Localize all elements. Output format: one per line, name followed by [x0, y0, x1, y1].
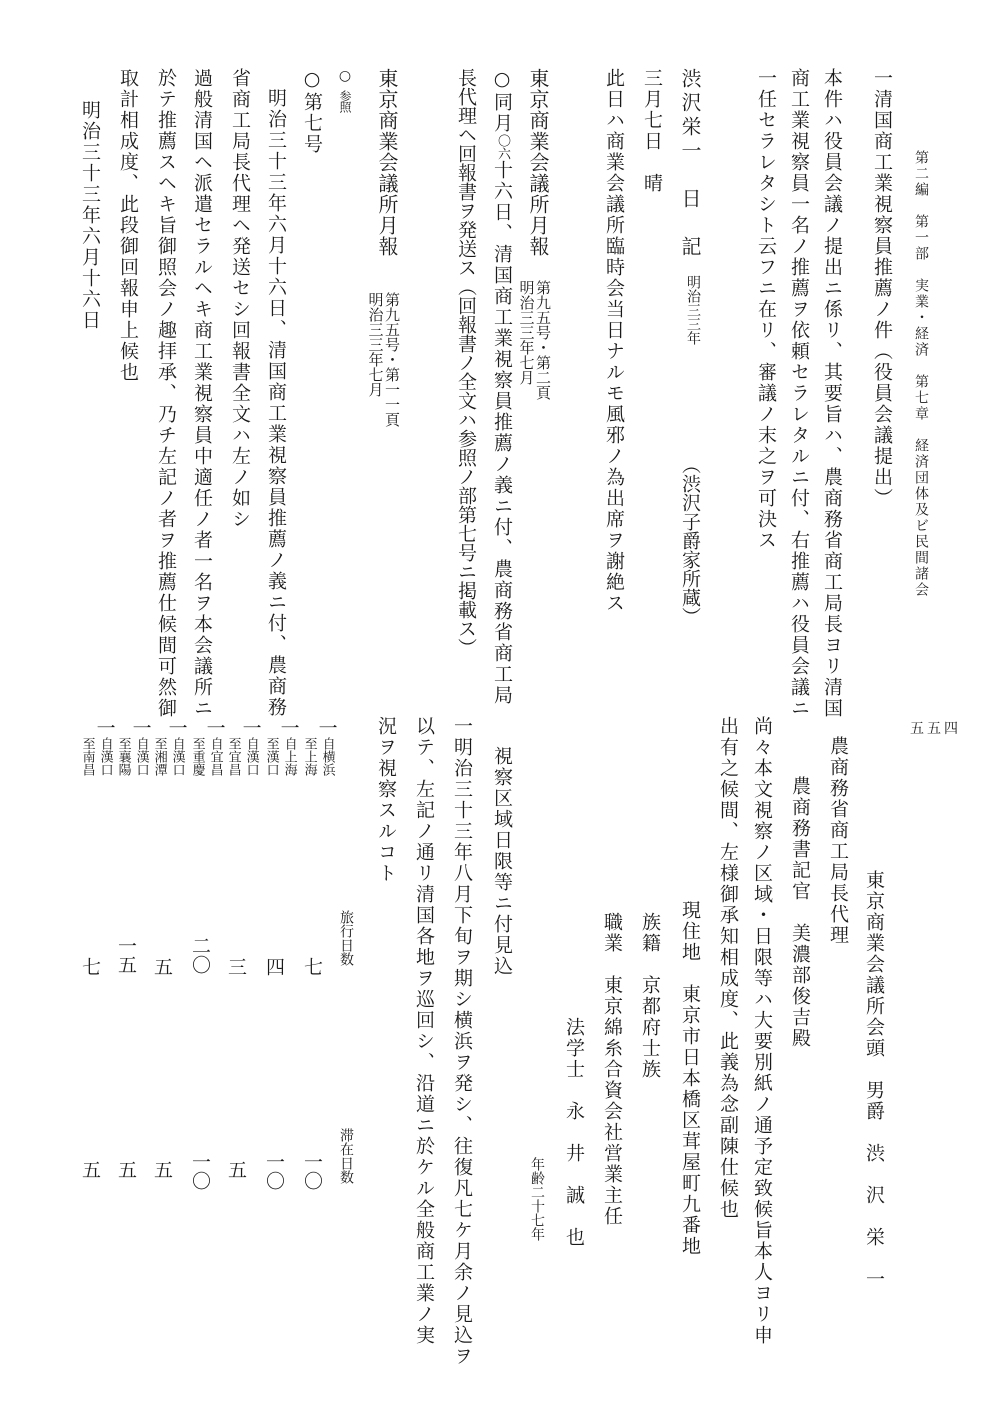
route-bullet: 一: [315, 718, 338, 737]
route-to: 至上海: [301, 737, 317, 776]
route-row-1: [302, 718, 336, 776]
route-from: 自漢口: [133, 737, 149, 776]
stay-days: 一〇: [189, 1152, 211, 1190]
route-row-5: [152, 718, 186, 776]
report1-ref: [518, 280, 551, 400]
person-age: 年齢二十七年: [529, 1157, 545, 1241]
addressee-2: 農商務書記官 美濃部俊吉殿: [789, 776, 811, 1049]
stay-days: 一〇: [301, 1152, 323, 1190]
travel-days: 一五: [115, 936, 137, 974]
route-from: 自横浜: [319, 737, 335, 776]
item-title: 一清国商工業視察員推薦ノ件（役員会議提出）: [871, 68, 893, 509]
route-to: 至湘潭: [151, 737, 167, 776]
travel-days: 七: [79, 957, 101, 976]
report2-ref-issue: 第九五号・第一一頁: [383, 292, 401, 427]
postscript-1: 尚々本文視察ノ区域・日限等ハ大要別紙ノ通予定致候旨本人ヨリ申: [751, 716, 773, 1346]
plan-line-1: 一明治三十三年八月下旬ヲ期シ横浜ヲ発シ、往復凡七ケ月余ノ見込ヲ: [451, 716, 473, 1367]
body-line-3: 一任セラレタシト云フニ在リ、審議ノ末之ヲ可決ス: [755, 68, 777, 551]
route-bullet: 一: [203, 718, 226, 737]
no7-body-1: 明治三十三年六月十六日、清国商工業視察員推薦ノ義ニ付、農商務: [265, 88, 287, 718]
postscript-2: 出有之候間、左様御承知相成度、此義為念副陳仕候也: [717, 716, 739, 1220]
no7-body-5: 取計相成度、此段御回報申上候也: [117, 68, 139, 383]
diary-source: （渋沢子爵家所蔵）: [679, 455, 701, 626]
route-row-7: [80, 718, 114, 776]
route-row-4: [190, 718, 224, 776]
route-bullet: 一: [239, 718, 262, 737]
item2-small: 〇六: [495, 134, 510, 160]
no7-body-4: 於テ推薦スヘキ旨御照会ノ趣拝承、乃チ左記ノ者ヲ推薦仕候間可然御: [155, 68, 177, 719]
residence: 現住地 東京市日本橋区茸屋町九番地: [679, 900, 701, 1257]
col-travel-days: 旅行日数: [338, 910, 354, 966]
occupation: 職業 東京綿糸合資会社営業主任: [601, 912, 623, 1227]
item2-line2: 長代理ヘ回報書ヲ発送ス（回報書ノ全文ハ参照ノ部第七号ニ掲載ス）: [455, 68, 477, 657]
no7-heading: ○第七号: [301, 68, 323, 155]
route-to: 至宜昌: [225, 737, 241, 776]
report2-title: 東京商業会議所月報: [375, 68, 399, 257]
travel-days: 三: [225, 957, 247, 976]
no7-date: 明治三十三年六月十六日: [79, 100, 101, 331]
stay-days: 五: [151, 1160, 173, 1179]
route-bullet: 一: [129, 718, 152, 737]
route-bullet: 一: [277, 718, 300, 737]
route-bullet: 一: [165, 718, 188, 737]
stay-days: 五: [225, 1160, 247, 1179]
report2-ref: [367, 292, 400, 427]
clan: 族籍 京都府士族: [639, 912, 661, 1080]
travel-days: 七: [301, 957, 323, 976]
route-to: 至漢口: [263, 737, 279, 776]
stay-days: 五: [115, 1160, 137, 1179]
report1-ref-date: 明治三三年七月: [517, 280, 536, 385]
diary-year: 明治三三年: [685, 275, 701, 345]
reference-label: 参照: [338, 90, 352, 112]
plan-line-3: 況ヲ視察スルコト: [375, 716, 397, 884]
route-row-6: [116, 718, 150, 776]
no7-body-2: 省商工局長代理ヘ発送セシ回報書全文ハ左ノ如シ: [229, 68, 251, 530]
running-head: 第二編 第一部 実業・経済 第七章 経済団体及ビ民間諸会: [913, 150, 929, 598]
route-from: 自漢口: [169, 737, 185, 776]
route-bullet: 一: [93, 718, 116, 737]
reference-header: [338, 68, 352, 112]
person-name: 法学士 永 井 誠 也: [563, 1017, 585, 1248]
route-row-3: [226, 718, 260, 776]
addressee-1: 農商務省商工局長代理: [827, 736, 849, 946]
route-to: 至襄陽: [115, 737, 131, 776]
report1-title: 東京商業会議所月報: [526, 68, 550, 257]
body-line-1: 本件ハ役員会議ノ提出ニ係リ、其要旨ハ、農商務省商工局長ヨリ清国: [821, 68, 843, 719]
route-row-2: [264, 718, 298, 776]
diary-title: 渋沢栄一 日 記: [678, 68, 702, 260]
stay-days: 一〇: [263, 1152, 285, 1190]
item2-line1: [492, 68, 511, 706]
sender: 東京商業会議所会頭 男爵 渋 沢 栄 一: [863, 870, 885, 1290]
travel-days: 四: [263, 957, 285, 976]
route-from: 自宜昌: [207, 737, 223, 776]
plan-line-2: 以テ、左記ノ通リ清国各地ヲ巡回シ、沿道ニ於ケル全般商工業ノ実: [413, 716, 435, 1346]
page-number: 五五四: [910, 721, 961, 737]
route-to: 至重慶: [189, 737, 205, 776]
body-line-2: 商工業視察員一名ノ推薦ヲ依頼セラレタルニ付、右推薦ハ役員会議ニ: [788, 68, 810, 719]
diary-body: 此日ハ商業会議所臨時会当日ナルモ風邪ノ為出席ヲ謝絶ス: [603, 68, 625, 614]
travel-days: 二〇: [189, 936, 211, 974]
route-to: 至南昌: [79, 737, 95, 776]
item2-rest: 十六日、清国商工業視察員推薦ノ義ニ付、農商務省商工局: [491, 160, 513, 706]
report1-ref-issue: 第九五号・第二頁: [534, 280, 552, 400]
diary-date: 三月七日 晴: [641, 68, 663, 194]
no7-body-3: 過般清国ヘ派遣セラルヘキ商工業視察員中適任ノ者一名ヲ本会議所ニ: [191, 68, 213, 719]
reference-mark: ○: [337, 68, 353, 84]
travel-days: 五: [151, 957, 173, 976]
route-from: 自漢口: [243, 737, 259, 776]
item2-prefix: ○同月: [491, 68, 513, 134]
route-from: 自上海: [281, 737, 297, 776]
route-from: 自漢口: [97, 737, 113, 776]
subsection-title: 視察区域日限等ニ付見込: [491, 746, 513, 977]
col-stay-days: 滞在日数: [338, 1128, 354, 1184]
report2-ref-date: 明治三三年七月: [366, 292, 385, 397]
stay-days: 五: [79, 1160, 101, 1179]
